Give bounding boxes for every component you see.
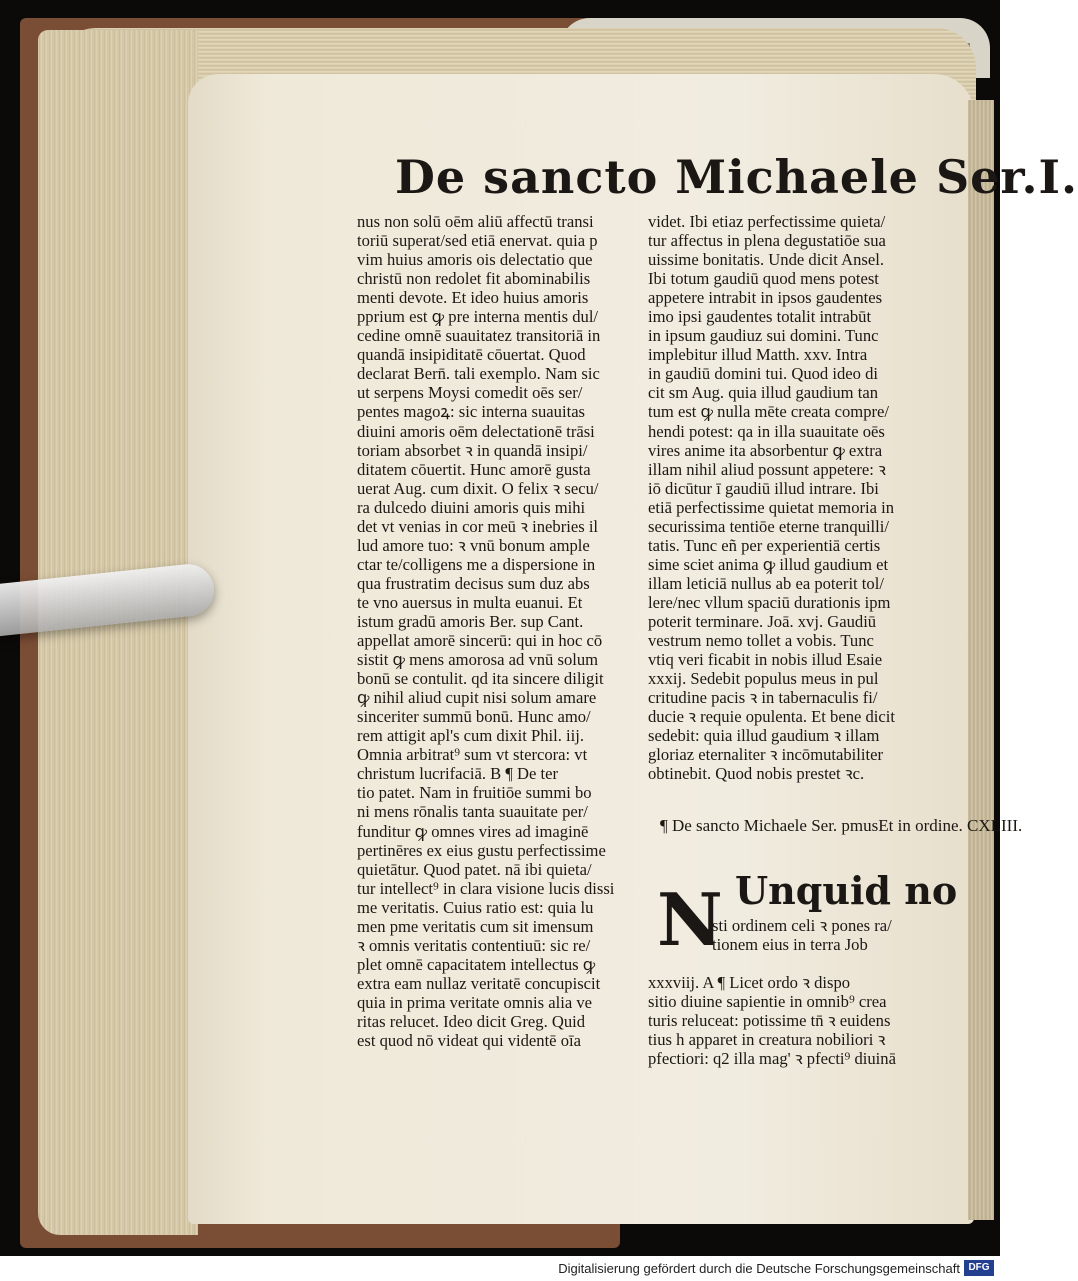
text-column-left [357, 212, 614, 1050]
text-line: sinceriter summū bonū. Hunc amo/ [357, 707, 591, 727]
text-line: hendi potest: qa in illa suauitate oēs [648, 421, 885, 441]
text-line: ditatem cōuertit. Hunc amorē gusta [357, 459, 591, 479]
text-line: extra eam nullaz veritatē concupiscit [357, 973, 601, 993]
text-line: uissime bonitatis. Unde dicit Ansel. [648, 250, 884, 270]
text-line: funditur ꝙ omnes vires ad imaginē [357, 821, 589, 841]
text-line: uerat Aug. cum dixit. O felix ꝛ secu/ [357, 478, 599, 498]
text-line: tur intellect⁹ in clara visione lucis dissi [357, 878, 615, 898]
text-line: appetere intrabit in ipsos gaudentes [648, 288, 883, 308]
text-line: illam leticiā nullus ab ea poterit tol/ [648, 573, 884, 593]
text-line: men pme veritatis cum sit imensum [357, 916, 594, 936]
text-line: vestrum nemo tollet a vobis. Tunc [648, 631, 874, 651]
text-column-right-tail [648, 973, 896, 1068]
text-line: sedebit: quia illud gaudium ꝛ illam [648, 726, 880, 746]
text-line: rem attigit apl's cum dixit Phil. iij. [357, 726, 584, 746]
text-line: me veritatis. Cuius ratio est: quia lu [357, 897, 594, 917]
text-line: tatis. Tunc eñ per experientiā certis [648, 535, 881, 555]
text-line: vim huius amoris ois delectatio que [357, 250, 593, 270]
text-line: christum lucrifaciā. B ¶ De ter [357, 764, 559, 784]
text-line: ni mens rōnalis tanta suauitate per/ [357, 802, 588, 822]
text-line: qua frustratim decisus sum duz abs [357, 573, 590, 593]
text-line: cedine omnē suauitatez transitoriā in [357, 326, 601, 346]
text-line: quietātur. Quod patet. nā ibi quieta/ [357, 859, 592, 879]
text-line: cit sm Aug. quia illud gaudium tan [648, 383, 878, 403]
text-line: toriū superat/sed etiā enervat. quia p [357, 231, 598, 251]
text-line: Omnia arbitrat⁹ sum vt stercora: vt [357, 745, 588, 765]
text-line: declarat Bern̄. tali exemplo. Nam sic [357, 364, 600, 384]
text-line: toriam absorbet ꝛ in quandā insipi/ [357, 440, 588, 460]
text-line: xxxviij. A ¶ Licet ordo ꝛ dispo [648, 973, 851, 992]
text-line: pprium est ꝙ pre interna mentis dul/ [357, 307, 599, 327]
text-line: implebitur illud Matth. xxv. Intra [648, 345, 868, 365]
sermon-heading [660, 815, 1022, 836]
text-column-right [648, 212, 895, 783]
text-line: tur affectus in plena degustatiōe sua [648, 231, 886, 251]
text-line: bonū se contulit. qd ita sincere diligit [357, 669, 604, 689]
footer-bar [0, 1256, 1000, 1281]
text-line: ritas relucet. Ideo dicit Greg. Quid [357, 1011, 586, 1031]
running-title: De sancto Michaele Ser.I. [395, 150, 1078, 204]
text-line: tum est ꝙ nulla mēte creata compre/ [648, 402, 889, 422]
text-line: ducie ꝛ requie opulenta. Et bene dicit [648, 707, 896, 727]
text-line: det vt venias in cor meū ꝛ inebries il [357, 516, 599, 536]
text-line: tius h apparet in creatura nobiliori ꝛ [648, 1030, 886, 1050]
text-line: quia in prima veritate omnis alia ve [357, 992, 593, 1012]
decorated-initial: N [657, 877, 723, 962]
text-line: pfectiori: q2 illa mag' ꝛ pfecti⁹ diuinā [648, 1049, 896, 1069]
text-line: in ipsum gaudiuz sui domini. Tunc [648, 326, 879, 346]
page-stack-edge [38, 30, 198, 1235]
text-line: est quod nō videat qui videntē oīa [357, 1031, 581, 1051]
text-line: imo ipsi gaudentes totalit intrabūt [648, 307, 872, 327]
text-line: critudine pacis ꝛ in tabernaculis fi/ [648, 688, 878, 708]
text-line: sitio diuine sapientie in omnib⁹ crea [648, 992, 887, 1012]
funding-notice: Digitalisierung gefördert durch die Deutsche Forschungsgemeinschaft [558, 1261, 960, 1276]
text-line: menti devote. Et ideo huius amoris [357, 288, 589, 308]
text-line: gloriaz eternaliter ꝛ incōmutabiliter [648, 745, 884, 765]
text-line: ra dulcedo diuini amoris quis mihi [357, 497, 586, 517]
text-line: tionem eius in terra Job [712, 935, 868, 955]
text-line: sistit ꝙ mens amorosa ad vnū solum [357, 650, 599, 670]
incipit-text: Unquid no [735, 868, 958, 913]
text-line: sti ordinem celi ꝛ pones ra/ [712, 916, 892, 935]
text-line: Ibi totum gaudiū quod mens potest [648, 269, 879, 289]
text-line: diuini amoris oēm delectationē trāsi [357, 421, 595, 441]
text-beside-initial [712, 916, 892, 954]
heading-line: Et in ordine. CXLIII. [878, 816, 1023, 835]
text-line: illam nihil aliud possunt appetere: ꝛ [648, 459, 886, 479]
text-line: quandā insipiditatē cōuertat. Quod [357, 345, 586, 365]
text-line: ut serpens Moysi comedit oēs ser/ [357, 383, 583, 403]
text-line: turis reluceat: potissime tn̄ ꝛ euidens [648, 1011, 891, 1031]
text-line: ꝙ nihil aliud cupit nisi solum amare [357, 688, 597, 708]
text-line: etiā perfectissime quietat memoria in [648, 497, 895, 517]
text-line: in gaudiū domini tui. Quod ideo di [648, 364, 878, 384]
text-line: istum gradū amoris Ber. sup Cant. [357, 611, 584, 631]
text-line: plet omnē capacitatem intellectus ꝙ [357, 954, 596, 974]
text-line: pertinēres ex eius gustu perfectissime [357, 840, 606, 860]
text-line: tio patet. Nam in fruitiōe summi bo [357, 783, 592, 803]
text-line: pentes magoꝝ: sic interna suauitas [357, 402, 586, 422]
text-line: poterit terminare. Joā. xvj. Gaudiū [648, 611, 877, 631]
dfg-logo: DFG [964, 1260, 994, 1276]
text-line: xxxij. Sedebit populus meus in pul [648, 669, 879, 689]
text-line: nus non solū oēm aliū affectū transi [357, 212, 594, 231]
text-line: obtinebit. Quod nobis prestet ꝛc. [648, 764, 865, 784]
heading-line: ¶ De sancto Michaele Ser. pmus [660, 816, 879, 835]
text-line: vires anime ita absorbentur ꝙ extra [648, 440, 883, 460]
text-line: securissima tentiōe eterne tranquilli/ [648, 516, 889, 536]
text-line: ctar te/colligens me a dispersione in [357, 554, 596, 574]
text-line: appellat amorē sincerū: qui in hoc cō [357, 631, 603, 651]
text-line: lud amore tuo: ꝛ vnū bonum ample [357, 535, 590, 555]
text-line: vtiq veri ficabit in nobis illud Esaie [648, 650, 883, 670]
text-line: te vno auersus in multa euanui. Et [357, 592, 583, 612]
text-line: iō dicūtur ī gaudiū illud intrare. Ibi [648, 478, 879, 498]
text-line: christū non redolet fit abominabilis [357, 269, 591, 289]
text-line: videt. Ibi etiaz perfectissime quieta/ [648, 212, 886, 231]
text-line: ꝛ omnis veritatis contentiuū: sic re/ [357, 935, 591, 955]
text-line: lere/nec vllum spaciū durationis ipm [648, 592, 891, 612]
page-stack-right [968, 100, 994, 1220]
text-line: sime sciet anima ꝙ illud gaudium et [648, 554, 889, 574]
